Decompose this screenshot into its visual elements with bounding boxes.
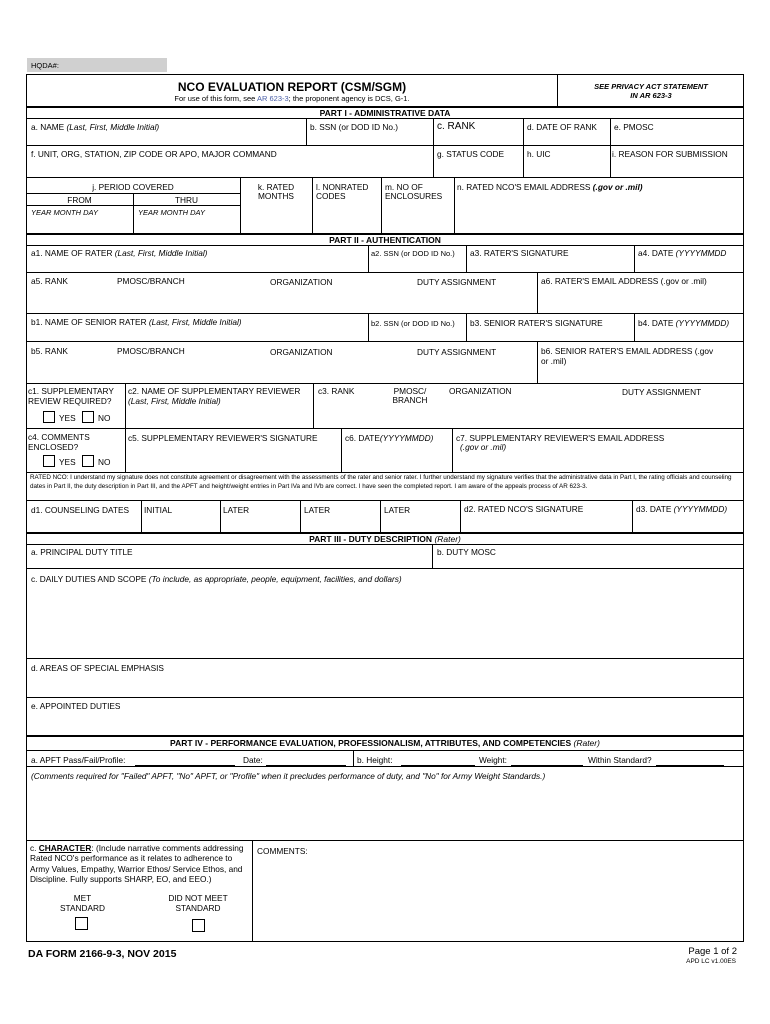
supp-review-no-label: NO <box>98 413 111 423</box>
rater-date-text: a4. DATE <box>638 248 674 258</box>
height-label: b. Height: <box>357 755 393 765</box>
supp-reviewer-signature-label: c5. SUPPLEMENTARY REVIEWER'S SIGNATURE <box>128 433 318 443</box>
part3-title <box>26 534 744 544</box>
ar-623-3-link[interactable]: AR 623-3 <box>256 94 289 103</box>
uic-label: h. UIC <box>527 149 551 159</box>
senior-rater-email-label-1: b6. SENIOR RATER'S EMAIL ADDRESS (.gov <box>541 346 714 356</box>
divider <box>252 840 253 942</box>
rater-ssn-label: a2. SSN (or DOD ID No.) <box>371 249 455 258</box>
comments-enclosed-label-2: ENCLOSED? <box>28 442 79 452</box>
comments-enclosed-no-checkbox[interactable] <box>82 455 94 467</box>
daily-duties-field[interactable] <box>27 586 743 656</box>
divider <box>312 177 313 233</box>
senior-rater-date-label <box>638 318 729 328</box>
comments-enclosed-yes-checkbox[interactable] <box>43 455 55 467</box>
character-prefix: c. <box>30 843 37 853</box>
divider <box>220 500 221 532</box>
divider <box>306 118 307 145</box>
privacy-statement-line1: SEE PRIVACY ACT STATEMENT <box>594 82 708 91</box>
divider <box>26 658 744 659</box>
supp-reviewer-pmosc-label-2: BRANCH <box>392 395 428 405</box>
comments-enclosed-label-1: c4. COMMENTS <box>28 432 90 442</box>
divider <box>634 245 635 272</box>
divider <box>381 177 382 233</box>
supp-reviewer-name-label-2: (Last, First, Middle Initial) <box>128 396 221 406</box>
rank-label: c. RANK <box>437 121 476 132</box>
period-covered-label: j. PERIOD COVERED <box>92 182 174 192</box>
supp-reviewer-duty-label: DUTY ASSIGNMENT <box>622 387 702 397</box>
divider <box>368 245 369 272</box>
supp-review-label-1: c1. SUPPLEMENTARY <box>28 386 114 396</box>
divider <box>26 568 744 569</box>
name-label-text: a. NAME <box>31 122 65 132</box>
rated-nco-signature-label: d2. RATED NCO'S SIGNATURE <box>464 504 584 514</box>
name-label <box>31 122 159 132</box>
nonrated-codes-label-1: l. NONRATED <box>316 182 369 192</box>
privacy-statement-line2: IN AR 623-3 <box>630 91 672 100</box>
daily-duties-hint: (To include, as appropriate, people, equipment, facilities, and dollars) <box>148 574 402 584</box>
character-text: : (Include narrative comments addressing Rated NCO's performance as it relates to adherence to Army Values, Empathy, Warrior Ethos/ Service Ethos, and Discipline. Fully supports SHARP, EO, and EEO.) <box>30 843 244 884</box>
divider <box>313 383 314 428</box>
counseling-dates-label: d1. COUNSELING DATES <box>31 505 130 515</box>
supp-review-no-checkbox[interactable] <box>82 411 94 423</box>
senior-rater-name-hint: (Last, First, Middle Initial) <box>148 317 242 327</box>
enclosures-label-2: ENCLOSURES <box>385 191 443 201</box>
divider <box>26 697 744 698</box>
supp-reviewer-email-label: c7. SUPPLEMENTARY REVIEWER'S EMAIL ADDRESS <box>456 433 665 443</box>
divider <box>537 341 538 383</box>
part4-title <box>26 738 744 748</box>
name-hint: (Last, First, Middle Initial) <box>66 122 160 132</box>
divider <box>353 750 354 766</box>
supp-reviewer-name-label-1: c2. NAME OF SUPPLEMENTARY REVIEWER <box>128 386 301 396</box>
rater-rank-label: a5. RANK <box>31 276 68 286</box>
rater-email-label: a6. RATER'S EMAIL ADDRESS (.gov or .mil) <box>541 276 707 286</box>
senior-rater-name-label <box>31 317 242 327</box>
supp-review-yes-checkbox[interactable] <box>43 411 55 423</box>
divider <box>26 735 744 737</box>
divider <box>26 766 744 767</box>
divider <box>26 245 744 246</box>
character-description <box>30 843 246 884</box>
supp-reviewer-date-label <box>345 433 433 443</box>
divider <box>26 383 744 384</box>
special-emphasis-label: d. AREAS OF SPECIAL EMPHASIS <box>31 663 164 673</box>
supp-reviewer-date-text: c6. DATE <box>345 433 380 443</box>
duty-mosc-label: b. DUTY MOSC <box>437 547 496 557</box>
from-label: FROM <box>67 195 92 205</box>
supp-review-label-2: REVIEW REQUIRED? <box>28 396 112 406</box>
daily-duties-text: c. DAILY DUTIES AND SCOPE <box>31 574 147 584</box>
part4-title-text: PART IV - PERFORMANCE EVALUATION, PROFESSIONALISM, ATTRIBUTES, AND COMPETENCIES <box>170 738 572 748</box>
apft-comments-field[interactable] <box>27 783 743 839</box>
special-emphasis-field[interactable] <box>27 674 743 696</box>
divider <box>341 428 342 472</box>
divider <box>26 205 240 206</box>
divider <box>452 428 453 472</box>
status-code-label: g. STATUS CODE <box>437 149 504 159</box>
divider <box>523 145 524 177</box>
rated-nco-email-label <box>457 182 643 192</box>
senior-rater-duty-label: DUTY ASSIGNMENT <box>417 347 497 357</box>
rater-pmosc-label: PMOSC/BRANCH <box>117 276 185 286</box>
page-number: Page 1 of 2 <box>688 946 737 957</box>
rated-months-label-2: MONTHS <box>258 191 294 201</box>
rater-name-hint: (Last, First, Middle Initial) <box>114 248 208 258</box>
rater-org-label: ORGANIZATION <box>270 277 333 287</box>
supp-reviewer-pmosc-label-1: PMOSC/ <box>393 386 427 396</box>
rated-nco-date-label <box>636 504 727 514</box>
rater-duty-label: DUTY ASSIGNMENT <box>417 277 497 287</box>
not-met-standard-label-1: DID NOT MEET <box>168 893 228 903</box>
rated-nco-email-hint: (.gov or .mil) <box>592 182 643 192</box>
divider <box>26 428 744 429</box>
character-comments-field[interactable] <box>255 858 742 940</box>
divider <box>26 177 744 178</box>
senior-rater-email-label-2: or .mil) <box>541 356 567 366</box>
appointed-duties-field[interactable] <box>27 712 743 734</box>
met-standard-label-2: STANDARD <box>59 903 106 913</box>
divider <box>433 118 434 145</box>
divider <box>26 313 744 314</box>
subtitle-pre: For use of this form, see <box>174 94 256 103</box>
divider <box>610 145 611 177</box>
rater-signature-label: a3. RATER'S SIGNATURE <box>470 248 569 258</box>
met-standard-checkbox[interactable] <box>75 917 88 930</box>
divider <box>466 245 467 272</box>
form-version: APD LC v1.00ES <box>686 958 736 965</box>
unit-label: f. UNIT, ORG, STATION, ZIP CODE OR APO, MAJOR COMMAND <box>31 149 277 159</box>
appointed-duties-label: e. APPOINTED DUTIES <box>31 701 121 711</box>
counseling-later-2-label: LATER <box>304 505 331 515</box>
part2-title: PART II - AUTHENTICATION <box>329 235 441 245</box>
divider <box>610 118 611 145</box>
part1-title: PART I - ADMINISTRATIVE DATA <box>319 108 451 118</box>
ssn-label: b. SSN (or DOD ID No.) <box>310 122 399 132</box>
form-subtitle <box>27 94 557 104</box>
form-number: DA FORM 2166-9-3, NOV 2015 <box>28 948 177 960</box>
counseling-initial-label: INITIAL <box>144 505 173 515</box>
divider <box>433 145 434 177</box>
divider <box>368 313 369 341</box>
divider <box>133 193 134 233</box>
not-met-standard-label-2: STANDARD <box>175 903 221 913</box>
supp-reviewer-org-label: ORGANIZATION <box>449 386 512 396</box>
nonrated-codes-label-2: CODES <box>316 191 346 201</box>
apft-comments-note: (Comments required for "Failed" APFT, "No" APFT, or "Profile" when it precludes performance of duty, and "No" for Army Weight Standards.) <box>31 771 546 781</box>
hqda-label: HQDA#: <box>31 61 59 70</box>
apft-label: a. APFT Pass/Fail/Profile: <box>31 755 126 765</box>
divider <box>632 500 633 532</box>
divider <box>454 177 455 233</box>
rater-date-hint: (YYYYMMDD <box>675 248 727 258</box>
daily-duties-label <box>31 574 402 584</box>
thru-label: THRU <box>174 195 199 205</box>
rated-nco-date-text: d3. DATE <box>636 504 672 514</box>
principal-duty-title-label: a. PRINCIPAL DUTY TITLE <box>31 547 133 557</box>
apft-date-label: Date: <box>243 755 263 765</box>
pmosc-label: e. PMOSC <box>614 122 654 132</box>
part4-title-hint: (Rater) <box>573 738 600 748</box>
rated-nco-statement: RATED NCO: I understand my signature does not constitute agreement or disagreement with the assessments of the rater and senior rater. I further understand my signature verifies that the administrative data in Part I, the rating officials and counseling dates in Part II, the duty description in Part III, and the APFT and height/weight entries in Part IVa and IVb are correct. I have seen the completed report. I am aware of the appeals process of AR 623-3. <box>30 474 732 490</box>
enclosures-label-1: m. NO OF <box>385 182 423 192</box>
rated-months-label-1: k. RATED <box>257 182 295 192</box>
supp-reviewer-email-hint: (.gov or .mil) <box>460 442 507 452</box>
divider <box>300 500 301 532</box>
divider <box>26 341 744 342</box>
counseling-later-1-label: LATER <box>223 505 250 515</box>
senior-rater-ssn-label: b2. SSN (or DOD ID No.) <box>371 319 455 328</box>
weight-label: Weight: <box>479 755 507 765</box>
rater-name-label <box>31 248 207 258</box>
character-heading: CHARACTER <box>38 843 92 853</box>
comments-enclosed-no-label: NO <box>98 457 111 467</box>
divider <box>380 500 381 532</box>
senior-rater-signature-label: b3. SENIOR RATER'S SIGNATURE <box>470 318 603 328</box>
not-met-standard-checkbox[interactable] <box>192 919 205 932</box>
divider <box>26 145 744 146</box>
divider <box>26 544 744 545</box>
rated-nco-email-text: n. RATED NCO'S EMAIL ADDRESS <box>457 182 591 192</box>
supp-reviewer-date-hint: (YYYYMMDD) <box>379 433 434 443</box>
divider <box>141 500 142 532</box>
divider <box>537 272 538 313</box>
part3-title-text: PART III - DUTY DESCRIPTION <box>309 534 433 544</box>
divider <box>26 840 744 841</box>
supp-review-yes-label: YES <box>59 413 76 423</box>
within-standard-label: Within Standard? <box>588 755 652 765</box>
date-of-rank-label: d. DATE OF RANK <box>527 122 597 132</box>
divider <box>523 118 524 145</box>
divider <box>26 472 744 473</box>
form-title: NCO EVALUATION REPORT (CSM/SGM) <box>177 80 407 94</box>
senior-rater-date-text: b4. DATE <box>638 318 674 328</box>
senior-rater-org-label: ORGANIZATION <box>270 347 333 357</box>
divider <box>26 500 744 501</box>
divider <box>634 313 635 341</box>
comments-enclosed-yes-label: YES <box>59 457 76 467</box>
thru-ymd: YEAR MONTH DAY <box>138 208 205 217</box>
supp-reviewer-rank-label: c3. RANK <box>318 386 355 396</box>
divider <box>460 500 461 532</box>
rated-nco-date-hint: (YYYYMMDD) <box>673 504 728 514</box>
counseling-later-3-label: LATER <box>384 505 411 515</box>
senior-rater-date-hint: (YYYYMMDD) <box>675 318 730 328</box>
divider <box>432 544 433 568</box>
rater-date-label <box>638 248 726 258</box>
met-standard-label-1: MET <box>73 893 92 903</box>
divider <box>26 750 744 751</box>
divider <box>26 272 744 273</box>
subtitle-post: ; the proponent agency is DCS, G-1. <box>288 94 410 103</box>
character-comments-label: COMMENTS: <box>257 846 308 856</box>
part3-title-hint: (Rater) <box>434 534 461 544</box>
senior-rater-rank-label: b5. RANK <box>31 346 68 356</box>
senior-rater-name-text: b1. NAME OF SENIOR RATER <box>31 317 147 327</box>
senior-rater-pmosc-label: PMOSC/BRANCH <box>117 346 185 356</box>
from-ymd: YEAR MONTH DAY <box>31 208 98 217</box>
rater-name-text: a1. NAME OF RATER <box>31 248 113 258</box>
divider <box>26 118 744 119</box>
divider <box>466 313 467 341</box>
reason-label: i. REASON FOR SUBMISSION <box>612 149 728 159</box>
